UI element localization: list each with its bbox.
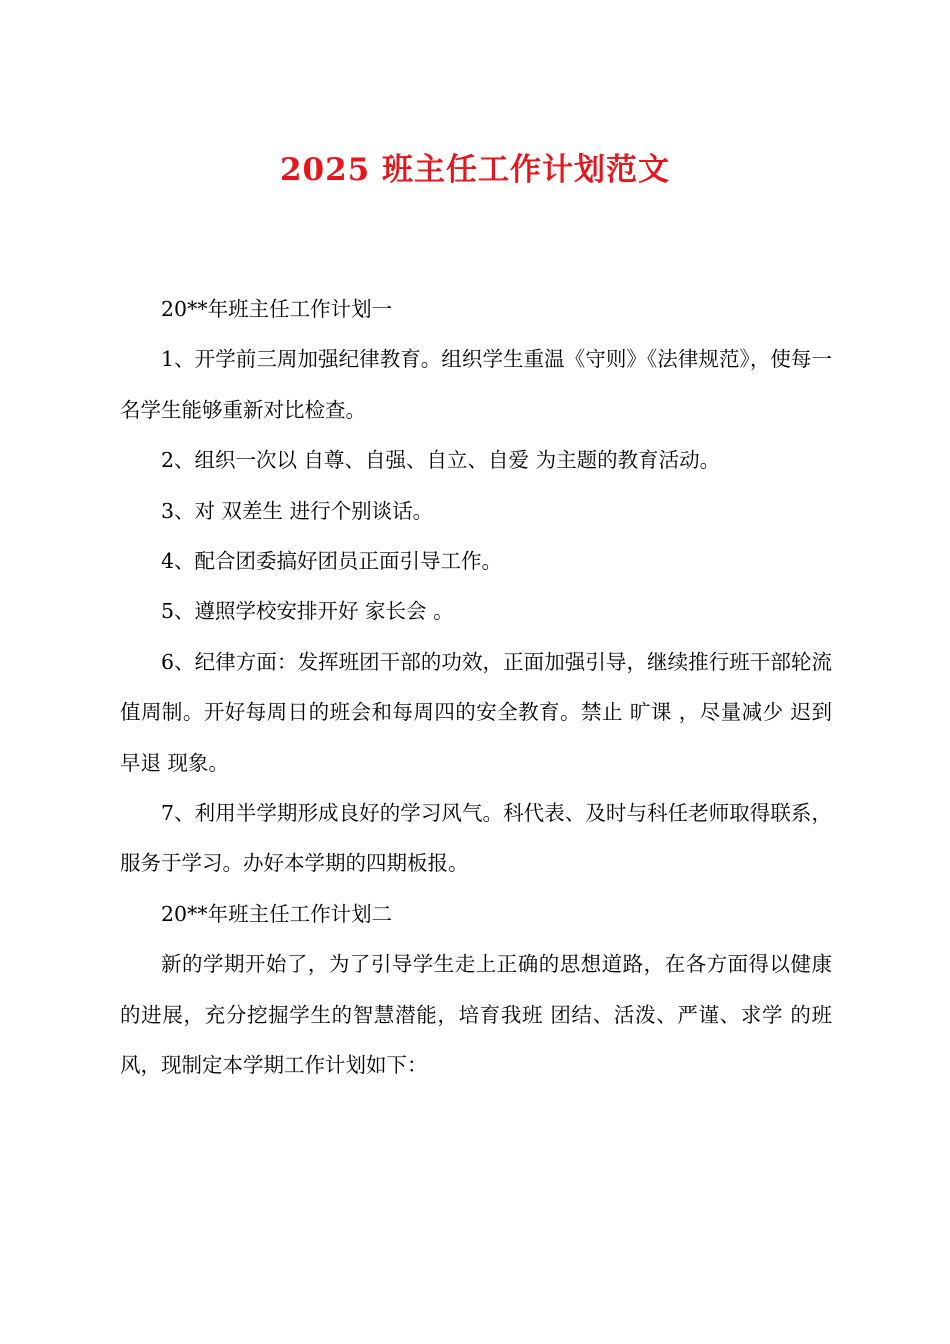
document-title: 2025 班主任工作计划范文 bbox=[279, 152, 671, 188]
plan-item-1: 1、开学前三周加强纪律教育。组织学生重温《守则》《法律规范》，使每一名学生能够重新对比检查。 bbox=[120, 347, 832, 422]
plan-intro-paragraph: 新的学期开始了，为了引导学生走上正确的思想道路，在各方面得以健康的进展，充分挖掘学生的智慧潜能，培育我班 团结、活泼、严谨、求学 的班风，现制定本学期工作计划如下： bbox=[120, 952, 832, 1078]
plan-item-7: 7、利用半学期形成良好的学习风气。科代表、及时与科任老师取得联系，服务于学习。办好本学期的四期板报。 bbox=[120, 801, 832, 876]
plan-heading-2: 20**年班主任工作计划二 bbox=[161, 901, 393, 926]
document-body bbox=[120, 284, 832, 1091]
plan-heading-1: 20**年班主任工作计划一 bbox=[161, 297, 393, 321]
plan-item-5: 5、遵照学校安排开好 家长会 。 bbox=[161, 599, 454, 624]
plan-item-4: 4、配合团委搞好团员正面引导工作。 bbox=[161, 549, 503, 574]
plan-item-2: 2、组织一次以 自尊、自强、自立、自爱 为主题的教育活动。 bbox=[161, 448, 721, 473]
plan-item-3: 3、对 双差生 进行个别谈话。 bbox=[161, 498, 434, 523]
plan-item-6: 6、纪律方面：发挥班团干部的功效，正面加强引导，继续推行班干部轮流值周制。开好每周日的班会和每周四的安全教育。禁止 旷课 ，尽量减少 迟到 早退 现象。 bbox=[120, 649, 832, 775]
